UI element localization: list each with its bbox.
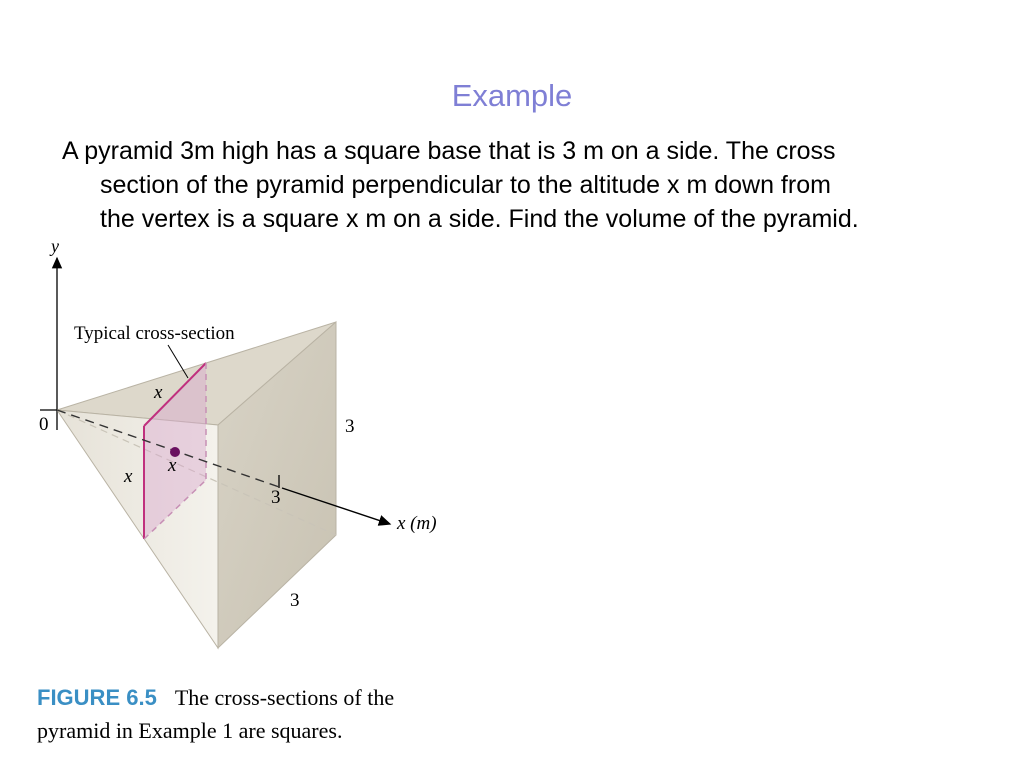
figure-caption: [37, 681, 457, 747]
problem-line-2: section of the pyramid perpendicular to the altitude x m down from: [100, 171, 831, 199]
x-label-left: x: [124, 466, 133, 487]
caption-line-2: pyramid in Example 1 are squares.: [37, 718, 343, 743]
height-label: 3: [345, 416, 355, 437]
x-label-top: x: [154, 382, 163, 403]
slide-title: Example: [451, 78, 573, 113]
caption-line-1: The cross-sections of the: [174, 685, 395, 710]
base-side-label: 3: [290, 590, 300, 611]
origin-label: 0: [39, 414, 49, 435]
y-axis-label: y: [51, 236, 59, 256]
cross-section-callout: Typical cross-section: [74, 323, 235, 344]
x-label-dot: x: [168, 455, 177, 476]
x-axis-tick-label: 3: [271, 487, 281, 508]
problem-line-1: A pyramid 3m high has a square base that is 3 m on a side. The cross: [62, 137, 836, 165]
problem-statement: [62, 134, 992, 236]
figure-number: FIGURE 6.5: [37, 685, 157, 710]
x-axis-label: x (m): [397, 513, 437, 534]
problem-line-3: the vertex is a square x m on a side. Find the volume of the pyramid.: [100, 205, 859, 233]
pyramid-figure: [0, 230, 470, 660]
